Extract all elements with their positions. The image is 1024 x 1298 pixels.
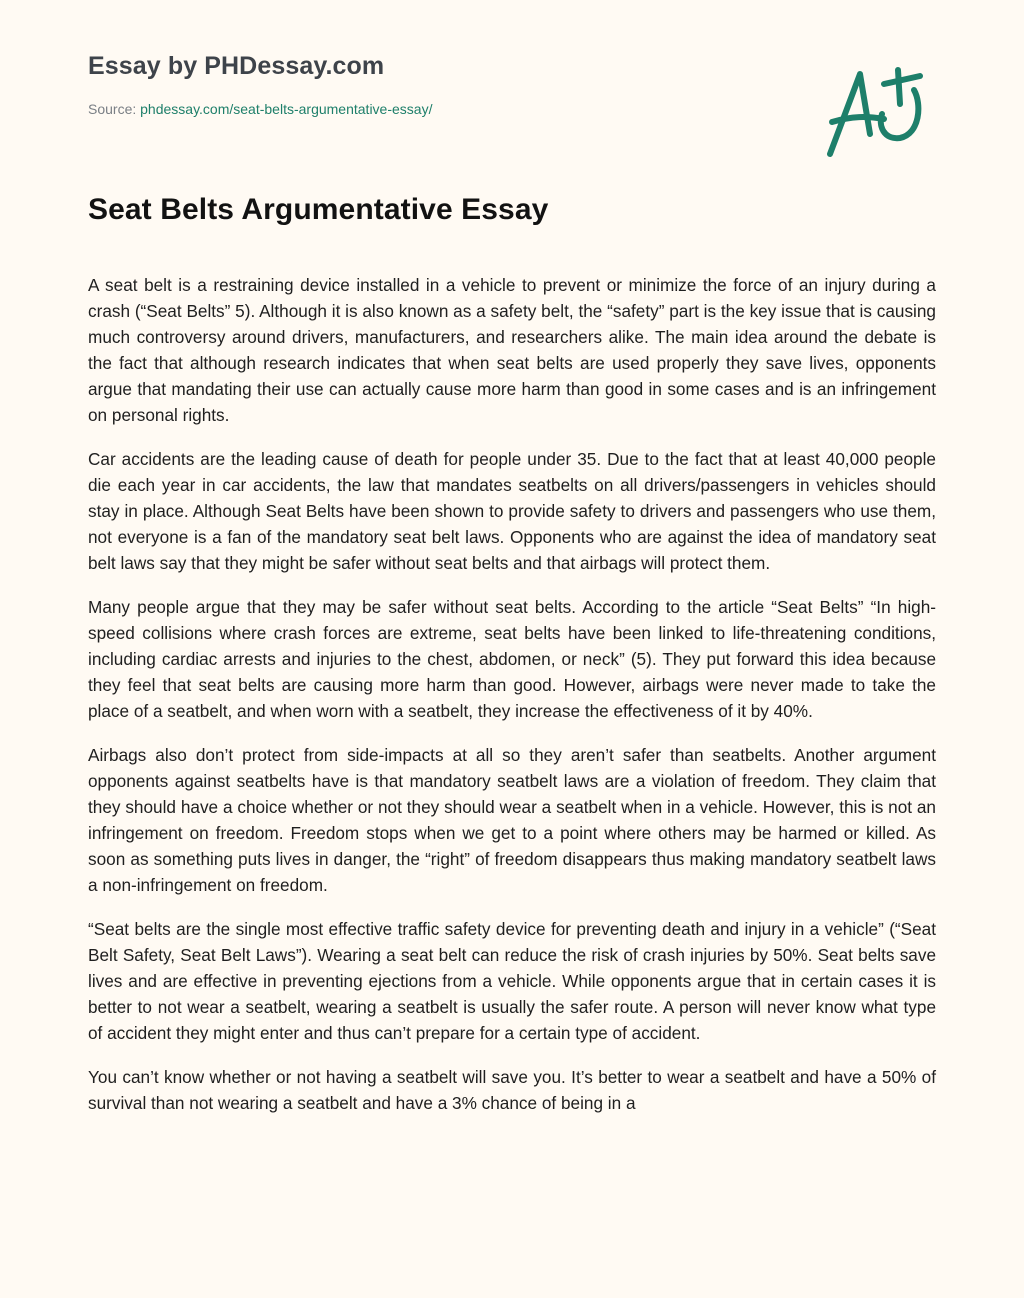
source-label: Source: <box>88 101 141 117</box>
source-line <box>88 100 432 118</box>
essay-body <box>88 272 936 1134</box>
a-plus-grade-icon <box>822 64 932 160</box>
essay-paragraph: Car accidents are the leading cause of death for people under 35. Due to the fact that at least 40,000 people die each year in car accidents, the law that mandates seatbelts on all drivers/passengers in vehicles should stay in place. Although Seat Belts have been shown to provide safety to drivers and passengers who use them, not everyone is a fan of the mandatory seat belt laws. Opponents who are against the idea of mandatory seat belt laws say that they might be safer without seat belts and that airbags will protect them. <box>88 449 936 573</box>
essay-title: Seat Belts Argumentative Essay <box>88 193 549 226</box>
source-link[interactable]: phdessay.com/seat-belts-argumentative-essay/ <box>140 101 433 117</box>
page-header <box>88 50 432 118</box>
essay-paragraph: A seat belt is a restraining device installed in a vehicle to prevent or minimize the force of an injury during a crash (“Seat Belts” 5). Although it is also known as a safety belt, the “safety” part is the key issue that is causing much controversy around drivers, manufacturers, and researchers alike. The main idea around the debate is the fact that although research indicates that when seat belts are used properly they save lives, opponents argue that mandating their use can actually cause more harm than good in some cases and is an infringement on personal rights. <box>88 275 936 425</box>
brand-title: Essay by PHDessay.com <box>88 52 385 80</box>
essay-paragraph: Airbags also don’t protect from side-impacts at all so they aren’t safer than seatbelts. Another argument opponents against seatbelts have is that mandatory seatbelt laws are a violation of freedom. They claim that they should have a choice whether or not they should wear a seatbelt when in a vehicle. However, this is not an infringement on freedom. Freedom stops when we get to a point where others may be harmed or killed. As soon as something puts lives in danger, the “right” of freedom disappears thus making mandatory seatbelt laws a non-infringement on freedom. <box>88 745 936 895</box>
essay-paragraph: “Seat belts are the single most effective traffic safety device for preventing death and injury in a vehicle” (“Seat Belt Safety, Seat Belt Laws”). Wearing a seat belt can reduce the risk of crash injuries by 50%. Seat belts save lives and are effective in preventing ejections from a vehicle. While opponents argue that in certain cases it is better to not wear a seatbelt, wearing a seatbelt is usually the safer route. A person will never know what type of accident they might enter and thus can’t prepare for a certain type of accident. <box>88 919 936 1043</box>
essay-paragraph: You can’t know whether or not having a seatbelt will save you. It’s better to wear a seatbelt and have a 50% of survival than not wearing a seatbelt and have a 3% chance of being in a <box>88 1067 936 1113</box>
essay-paragraph: Many people argue that they may be safer without seat belts. According to the article “Seat Belts” “In high-speed collisions where crash forces are extreme, seat belts have been linked to life-threatening conditions, including cardiac arrests and injuries to the chest, abdomen, or neck” (5). They put forward this idea because they feel that seat belts are causing more harm than good. However, airbags were never made to take the place of a seatbelt, and when worn with a seatbelt, they increase the effectiveness of it by 40%. <box>88 597 936 721</box>
